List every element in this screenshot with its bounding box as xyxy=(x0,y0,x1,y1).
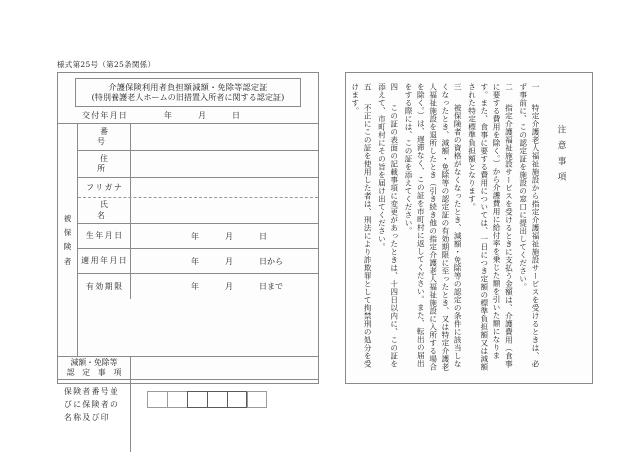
note-text: この証の表面の記載事項に変更があったときは、十四日以内に、この証を添えて、市町村にその旨を届け出てください。 xyxy=(377,83,399,368)
insurer-number-cell[interactable] xyxy=(187,391,207,408)
reduction-label-line1: 減額・免除等 xyxy=(70,358,118,368)
row-label-birthdate: 生年月日 xyxy=(78,224,131,248)
note-text: 不正にこの証を使用した者は、刑法により詐欺罪として拘禁刑の処分を受けます。 xyxy=(350,83,373,368)
insurer-number-cell[interactable] xyxy=(227,391,247,408)
row-value-furigana[interactable] xyxy=(131,178,318,197)
reduction-label-line2: 認 定 事 項 xyxy=(66,368,122,378)
row-value-name[interactable] xyxy=(131,198,318,223)
row-label-effective-date: 適用年月日 xyxy=(78,249,131,273)
row-label-insurer: 保険者番号並びに保険者の名称及び印 xyxy=(58,380,131,452)
table-row-name xyxy=(78,198,318,224)
insurer-number-cell[interactable] xyxy=(147,391,167,408)
row-label-name: 氏 名 xyxy=(78,198,131,223)
certificate-subtitle: (特別養護老人ホームの旧措置入所者に関する認定証) xyxy=(91,92,285,102)
effective-day-unit: 日から xyxy=(259,256,283,266)
note-item xyxy=(516,83,541,371)
birthdate-fields[interactable] xyxy=(131,231,318,242)
issue-month-unit: 月 xyxy=(198,110,206,120)
issue-date-fields[interactable] xyxy=(164,110,266,121)
effective-month-unit: 月 xyxy=(225,256,233,266)
insurer-number-cell[interactable] xyxy=(247,391,267,408)
note-text: 指定介護福祉施設サービスを受けるときに支払う金額は、介護費用（食事に要する費用を除く。）から介護費用に給付率を乗じた額を引いた額になります。また、食事に要する費用については、一日につき定額の標準負担額又は減額された特定標準負担額となります。 xyxy=(467,83,514,371)
row-label-address: 住 所 xyxy=(78,151,131,177)
insured-rows xyxy=(78,124,318,356)
row-label-reduction-items xyxy=(58,357,131,379)
notes-heading: 注意事項 xyxy=(556,125,566,188)
note-item xyxy=(375,83,400,371)
table-row-address xyxy=(78,151,318,178)
issue-date-row xyxy=(58,107,318,124)
note-marker: 一 xyxy=(531,83,540,91)
expiry-date-fields[interactable] xyxy=(131,281,318,292)
note-text: 特定介護老人福祉施設から指定介護福祉施設サービスを受けるときは、必ず事前に、この認定証を施設の窓口に提出してください。 xyxy=(518,83,540,368)
table-row-effective-date xyxy=(78,249,318,274)
row-value-effective-date[interactable] xyxy=(131,249,318,273)
row-value-address[interactable] xyxy=(131,151,318,177)
vlabel-char-4: 者 xyxy=(63,256,72,266)
table-row-number xyxy=(78,124,318,151)
row-value-number[interactable] xyxy=(131,124,318,150)
birthdate-year-unit: 年 xyxy=(191,231,199,241)
issue-date-label: 交付年月日 xyxy=(82,110,128,120)
note-marker: 四 xyxy=(389,83,399,91)
vlabel-char-3: 険 xyxy=(63,242,72,252)
effective-year-unit: 年 xyxy=(191,256,199,266)
table-row-furigana xyxy=(78,178,318,198)
note-marker: 三 xyxy=(453,83,463,91)
row-value-expiry-date[interactable] xyxy=(131,274,318,299)
table-row-reduction-items xyxy=(58,356,318,380)
table-row-expiry-date xyxy=(78,274,318,299)
issue-day-unit: 日 xyxy=(232,110,240,120)
note-marker: 五 xyxy=(363,83,373,91)
expiry-month-unit: 月 xyxy=(225,282,233,292)
vlabel-char-1: 被 xyxy=(63,213,72,223)
table-row-insurer xyxy=(58,380,318,452)
vlabel-char-2: 保 xyxy=(63,227,72,237)
notes-panel xyxy=(345,72,593,384)
notes-inner xyxy=(350,83,583,373)
table-row-birthdate xyxy=(78,224,318,249)
certificate-panel xyxy=(57,72,319,423)
note-text: 被保険者の資格がなくなったとき、減額・免除等の認定の条件に該当しなくなったとき、減額・免除等の認定証の有効期限に至ったとき、又は特定介護老人福祉施設を退所したとき（引き続き他の指定介護老人福祉施設に入所する場合を除く。）は、遅滞なく、この証を市町村に返してください。また、転出の届出をする際には、この証を添えてください。 xyxy=(404,83,463,371)
row-value-reduction-items[interactable] xyxy=(131,357,318,379)
row-value-birthdate[interactable] xyxy=(131,224,318,248)
certificate-title: 介護保険利用者負担額減額・免除等認定証 xyxy=(108,82,268,92)
insured-person-grid xyxy=(58,124,318,356)
note-item xyxy=(465,83,514,371)
issue-year-unit: 年 xyxy=(164,110,172,120)
insured-person-vertical-label xyxy=(58,124,78,356)
birthdate-month-unit: 月 xyxy=(225,231,233,241)
insurer-number-cell[interactable] xyxy=(207,391,227,408)
insurer-number-cell[interactable] xyxy=(167,391,187,408)
row-label-furigana: フリガナ xyxy=(78,178,131,197)
row-label-number: 番 号 xyxy=(78,124,131,150)
note-item xyxy=(402,83,463,371)
row-value-insurer[interactable] xyxy=(131,380,318,452)
row-label-expiry-date: 有効期限 xyxy=(78,274,131,299)
insurer-number-grid[interactable] xyxy=(147,391,318,408)
expiry-day-unit: 日まで xyxy=(259,282,283,292)
expiry-year-unit: 年 xyxy=(191,282,199,292)
note-marker: 二 xyxy=(504,83,514,91)
certificate-title-wrap xyxy=(58,73,318,107)
form-number: 様式第25号（第25条関係） xyxy=(57,60,156,69)
effective-date-fields[interactable] xyxy=(131,256,318,267)
note-item xyxy=(349,83,374,371)
birthdate-day-unit: 日 xyxy=(259,231,267,241)
certificate-title-box xyxy=(75,78,301,107)
